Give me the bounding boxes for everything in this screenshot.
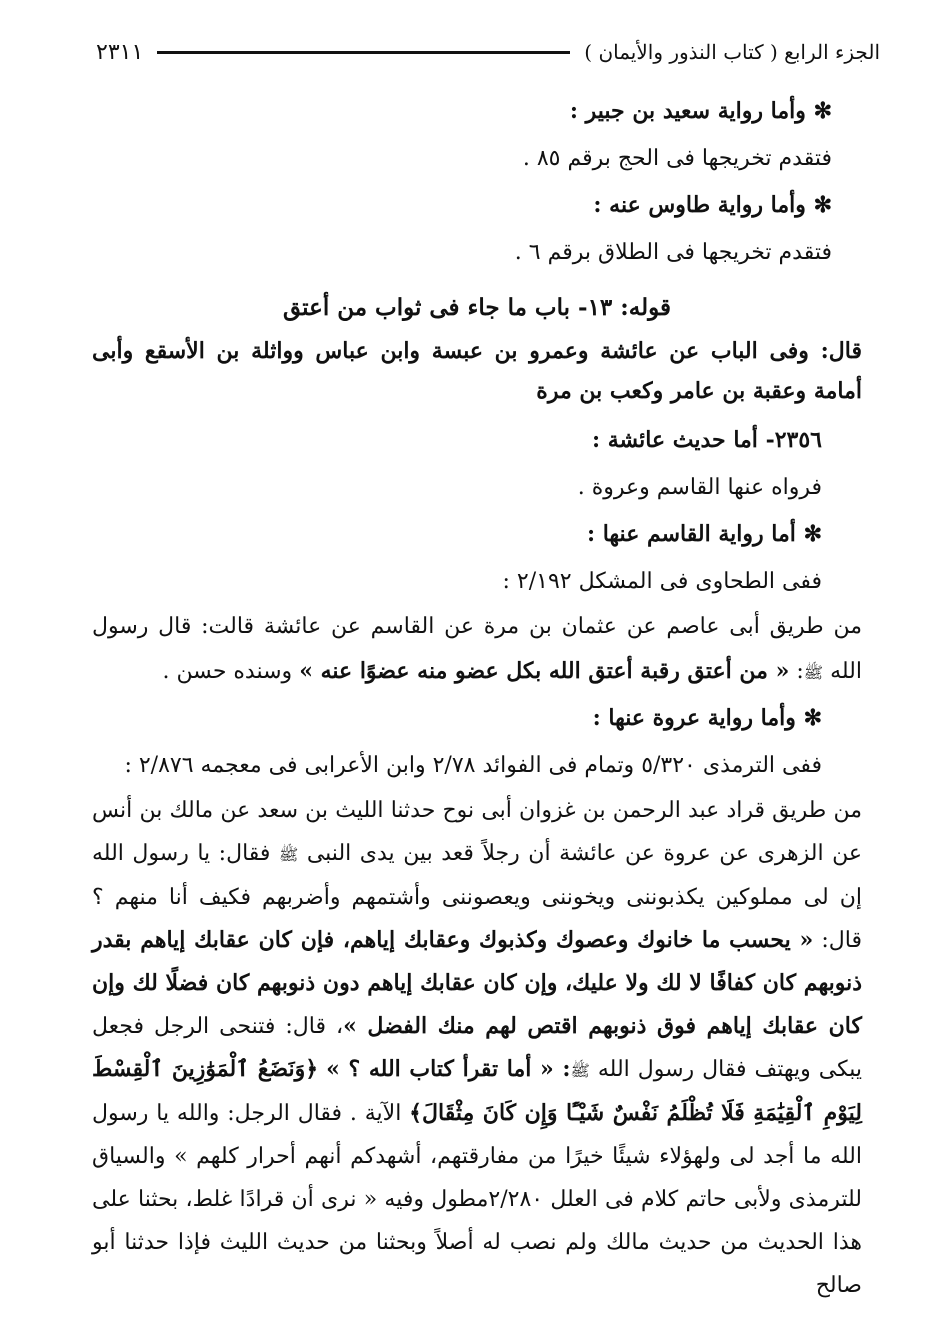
paragraph: فرواه عنها القاسم وعروة . [577,475,822,500]
qal-label: قال: [820,338,862,364]
hadith-number: ٢٣٥٦- [765,427,822,453]
paragraph: من طريق قراد عبد الرحمن بن غزوان أبى نوح حدثنا الليث بن سعد عن مالك بن أنس عن الزهرى عن عروة عن عائشة أن رجلاً قعد بين يدى النبى ﷺ فقال: يا رسول الله إن لى مملوكين يكذبوننى ويخوننى ويعصوننى وأشتمهم وأضربهم فكيف أنا منهم ؟ قال: « يحسب ما خانوك وعصوك وكذبوك وعقابك إياهم، فإن كان عقابك إياهم بقدر ذنوبهم كان كفافًا لا لك ولا عليك، وإن كان عقابك إياهم دون ذنوبهم كان فضلًا لك وإن كان عقابك إياهم فوق ذنوبهم اقتص لهم منك الفضل »، قال: فتنحى الرجل فجعل يبكى ويهتف فقال رسول الله ﷺ: « أما تقرأ كتاب الله ؟ » ﴿وَنَضَعُ ٱلْمَوَٰزِينَ ٱلْقِسْطَ لِيَوْمِ ٱلْقِيَٰمَةِ فَلَا تُظْلَمُ نَفْسٌ شَيْـًٔا وَإِن كَانَ مِثْقَالَ﴾ الآية . فقال الرجل: والله يا رسول الله ما أجد لى ولهؤلاء شيئًا خيرًا من مفارقتهم، أشهدكم أنهم أحرار كلهم » والسياق للترمذى ولأبى حاتم كلام فى العلل ٢/٢٨٠مطول وفيه « نرى أن قرادًا غلط، بحثنا على هذا الحديث من حديث مالك ولم نصب له أصلاً وبحثنا من حديث الليث فإذا حدثنا أبو صالح [92,798,863,1298]
paragraph: فتقدم تخريجها فى الطلاق برقم ٦ . [514,240,832,265]
asterisk-icon: ✻ [805,192,832,218]
bab-title: ١٣- باب ما جاء فى ثواب من أعتق [282,294,613,321]
asterisk-icon: ✻ [795,521,822,547]
asterisk-icon: ✻ [805,98,832,124]
paragraph: ففى الطحاوى فى المشكل ٢/١٩٢ : [502,569,822,594]
page-number: ٢٣١١ [96,39,144,65]
bab-label: قوله: [620,294,672,321]
paragraph: من طريق أبى عاصم عن عثمان بن مرة عن القاسم عن عائشة قالت: قال رسول الله ﷺ: « من أعتق رقبة أعتق الله بكل عضو منه عضوًا عنه » وسنده حسن . [92,614,862,684]
asterisk-icon: ✻ [795,705,822,731]
hadith-quote: « من أعتق رقبة أعتق الله بكل عضو منه عضوًا عنه » [299,658,790,684]
page-header [96,34,880,70]
salawat-icon: ﷺ [570,1061,590,1080]
salawat-icon: ﷺ [803,663,824,682]
paragraph: ففى الترمذى ٥/٣٢٠ وتمام فى الفوائد ٢/٧٨ وابن الأعرابى فى معجمه ٢/٨٧٦ : [124,753,822,778]
paragraph: فتقدم تخريجها فى الحج برقم ٨٥ . [522,146,832,171]
salawat-icon: ﷺ [278,845,299,864]
section-heading: ✻ وأما رواية عروة عنها : [592,705,822,731]
section-heading: ✻ أما رواية القاسم عنها : [586,521,822,547]
hadith-heading: ٢٣٥٦- أما حديث عائشة : [591,427,822,453]
header-rule [157,51,570,54]
running-title: الجزء الرابع ( كتاب النذور والأيمان ) [584,40,880,64]
hadith-quote: « يحسب ما خانوك وعصوك وكذبوك وعقابك إياهم، فإن كان عقابك إياهم بقدر ذنوبهم كان كفافًا لا لك ولا عليك، وإن كان عقابك إياهم دون ذنوبهم كان فضلًا لك وإن كان عقابك إياهم فوق ذنوبهم اقتص لهم منك الفضل » [92,927,862,1039]
section-heading: ✻ وأما رواية طاوس عنه : [593,192,832,218]
quran-verse: ﴿وَنَضَعُ ٱلْمَوَٰزِينَ ٱلْقِسْطَ لِيَوْمِ ٱلْقِيَٰمَةِ فَلَا تُظْلَمُ نَفْسٌ شَيْـًٔا وَإِن كَانَ مِثْقَالَ﴾ [92,1056,862,1126]
chapter-heading [92,284,862,331]
section-heading: ✻ وأما رواية سعيد بن جبير : [569,98,832,124]
page-body [92,88,862,1307]
qal-text: وفى الباب عن عائشة وعمرو بن عبسة وابن عباس وواثلة بن الأسقع وأبى أمامة وعقبة بن عامر وكعب بن مرة [92,338,862,404]
qal-paragraph [92,331,862,411]
